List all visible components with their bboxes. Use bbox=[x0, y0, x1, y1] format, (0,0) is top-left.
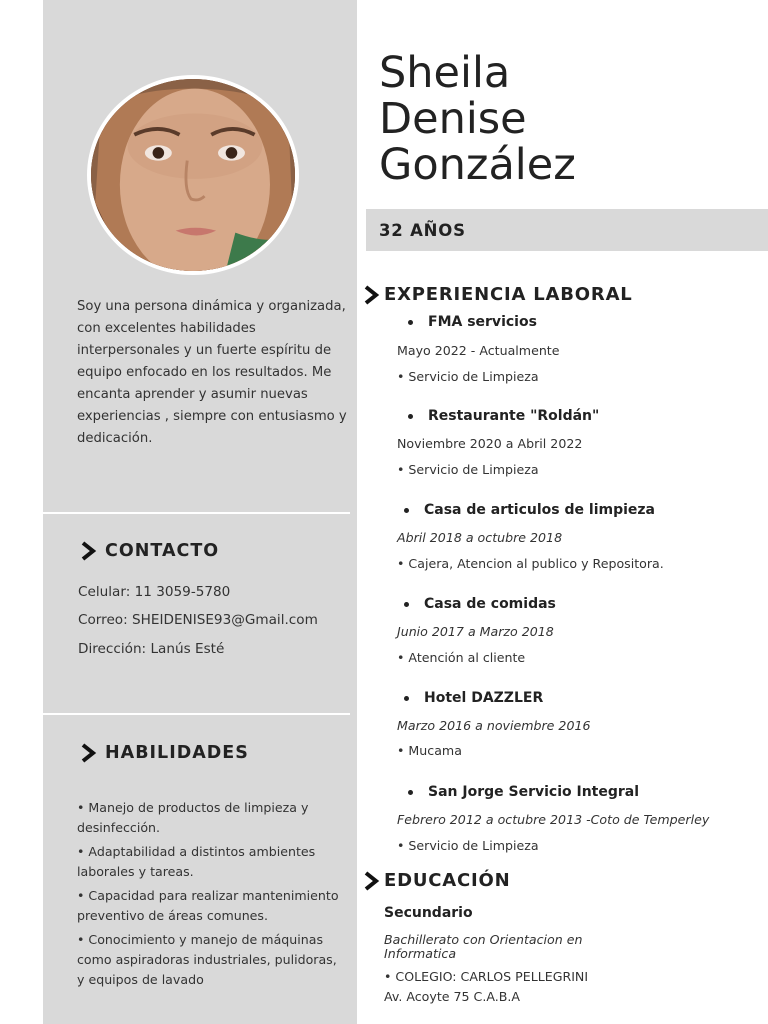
job-title-text: Casa de comidas bbox=[424, 596, 556, 612]
sidebar-divider-1 bbox=[43, 512, 350, 514]
job-title-text: Restaurante "Roldán" bbox=[428, 408, 600, 424]
bullet-icon bbox=[404, 508, 409, 513]
contact-email: Correo: SHEIDENISE93@Gmail.com bbox=[78, 612, 318, 628]
education-degree-line: Bachillerato con Orientacion en bbox=[384, 932, 583, 947]
chevron-right-icon bbox=[80, 541, 98, 561]
skill-item: • Capacidad para realizar mantenimiento preventivo de áreas comunes. bbox=[77, 888, 339, 923]
job-dates: Febrero 2012 a octubre 2013 -Coto de Temperley bbox=[397, 812, 710, 827]
job-detail: • Servicio de Limpieza bbox=[397, 838, 539, 853]
age-bar bbox=[366, 209, 768, 251]
job-title bbox=[404, 690, 543, 706]
job-title bbox=[408, 314, 537, 330]
bullet-icon bbox=[404, 696, 409, 701]
about-text: Soy una persona dinámica y organizada, con excelentes habilidades interpersonales y un fuerte espíritu de equipo enfocado en los resultados. Me encanta aprender y asumir nuevas experiencias , siempre con entusiasmo y dedicación. bbox=[77, 299, 347, 446]
job-title bbox=[404, 502, 655, 518]
profile-photo bbox=[87, 75, 299, 275]
education-title: Secundario bbox=[384, 905, 473, 921]
job-title-text: Casa de articulos de limpieza bbox=[424, 502, 655, 518]
job-dates: Noviembre 2020 a Abril 2022 bbox=[397, 436, 583, 451]
job-detail: • Servicio de Limpieza bbox=[397, 462, 539, 477]
contact-heading-label: CONTACTO bbox=[105, 541, 220, 561]
skill-item: • Manejo de productos de limpieza y desinfección. bbox=[77, 800, 309, 835]
chevron-right-icon bbox=[363, 871, 381, 891]
job-title-text: FMA servicios bbox=[428, 314, 537, 330]
skill-item: • Adaptabilidad a distintos ambientes laborales y tareas. bbox=[77, 844, 316, 879]
education-school: • COLEGIO: CARLOS PELLEGRINI bbox=[384, 969, 589, 984]
full-name bbox=[379, 50, 576, 188]
education-degree-line: Informatica bbox=[384, 946, 457, 961]
contact-phone: Celular: 11 3059-5780 bbox=[78, 584, 231, 600]
job-dates: Abril 2018 a octubre 2018 bbox=[397, 530, 563, 545]
job-title-text: San Jorge Servicio Integral bbox=[428, 784, 640, 800]
skills-heading bbox=[80, 743, 249, 763]
contact-heading bbox=[80, 541, 219, 561]
skill-item: • Conocimiento y manejo de máquinas como aspiradoras industriales, pulidoras, y equipos de lavado bbox=[77, 932, 337, 987]
name-line: Denise bbox=[379, 94, 527, 144]
job-title-text: Hotel DAZZLER bbox=[424, 690, 544, 706]
education-heading-label: EDUCACIÓN bbox=[384, 870, 511, 891]
bullet-icon bbox=[408, 414, 413, 419]
job-title bbox=[408, 784, 639, 800]
bullet-icon bbox=[408, 790, 413, 795]
education-address: Av. Acoyte 75 C.A.B.A bbox=[384, 989, 521, 1004]
sidebar-divider-2 bbox=[43, 713, 350, 715]
job-detail: • Mucama bbox=[397, 743, 462, 758]
job-dates: Mayo 2022 - Actualmente bbox=[397, 343, 560, 358]
name-line: Sheila bbox=[379, 48, 511, 98]
job-title bbox=[404, 596, 556, 612]
education-heading bbox=[363, 870, 510, 891]
chevron-right-icon bbox=[80, 743, 98, 763]
bullet-icon bbox=[404, 602, 409, 607]
job-dates: Marzo 2016 a noviembre 2016 bbox=[397, 718, 591, 733]
chevron-right-icon bbox=[363, 285, 381, 305]
contact-address: Dirección: Lanús Esté bbox=[78, 641, 225, 657]
profile-photo-image bbox=[91, 79, 295, 271]
bullet-icon bbox=[408, 320, 413, 325]
experience-heading bbox=[363, 284, 633, 305]
job-title bbox=[408, 408, 599, 424]
job-detail: • Servicio de Limpieza bbox=[397, 369, 539, 384]
skills-list bbox=[77, 798, 347, 994]
name-line: González bbox=[379, 140, 576, 190]
job-dates: Junio 2017 a Marzo 2018 bbox=[397, 624, 554, 639]
job-detail: • Atención al cliente bbox=[397, 650, 526, 665]
skills-heading-label: HABILIDADES bbox=[105, 743, 249, 763]
experience-heading-label: EXPERIENCIA LABORAL bbox=[384, 284, 633, 305]
job-detail: • Cajera, Atencion al publico y Repositora. bbox=[397, 556, 664, 571]
age-label: 32 AÑOS bbox=[379, 220, 466, 240]
